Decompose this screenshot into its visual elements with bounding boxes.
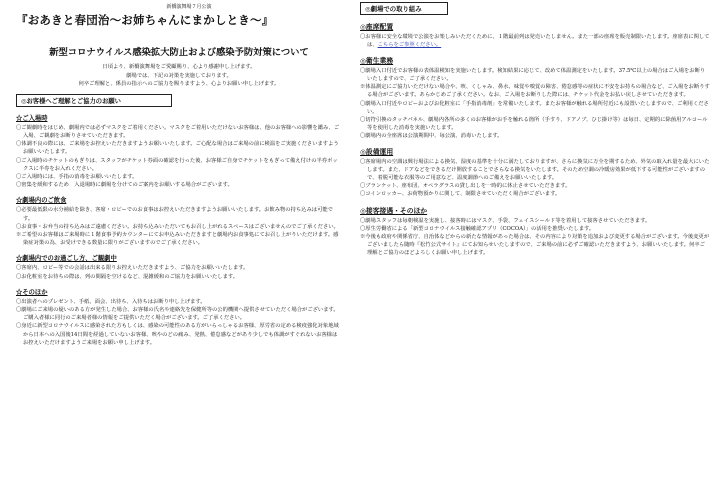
list-item: ※今後も政府や関係省庁、自治体などからの新たな情報があった場合は、その内容により対策を追加および変更する場合がございます。今後変更がございましたら随時『松竹公式サイト』にてお知らせいたしますので、ご来場の前に必ずご確認いただきますよう、お願いいたします。何卒ご理解とご協力のほどよろしくお願い申し上げます。 (360, 233, 710, 256)
list-item: 〇厚生労働省による「新型コロナウイルス接触確認アプリ（COCOA）」の活用を推奨いたします。 (360, 225, 595, 232)
list-item: 〇劇場にご来場の疑いのある方が発生した場合、お客様の氏名や連絡先を保健所等の公的機関へ提供させていただく場合がございます。ご購入者様に同行のご来場者様の情報をご提供いただく場合がございます。ご了承ください。 (16, 307, 339, 322)
section-heading-other: ☆そのほか (16, 288, 48, 296)
list-item: 〇劇場スタッフは毎朝検温を実施し、接客時にはマスク、手袋、フェイスシールド等を着用して接客させていただきます。 (360, 217, 651, 224)
dining-note: ※ご希望のお客様はご来場時に１階食事予約カウンターにてお申込みいただきますと劇場内お食事処にてお召し上がりいただけます。感染症対策の為、お受けできる数量に限りがございますのでご了承ください。 (16, 232, 339, 247)
list-item: 〇身近に新型コロナウイルスに感染された方もしくは、感染の可能性のある方がいらっしゃるお客様、厚労省の定める検疫強化対象地域から日本への入国後14日間を経過していないお客様、咳やのどの痛み、発熱、倦怠感などがあり少しでも体調がすぐれないお客様はお控えいただけますようご来場をお願い申し上げます。 (16, 323, 339, 346)
section-heading-hygiene: ◎衛生業務 (360, 57, 394, 66)
greeting-line: 何卒ご理解と、係員の指示へのご協力を賜りますよう、心よりお願い申し上げます。 (78, 81, 280, 88)
list-item: 〇客席場内の空調は興行場法による換気、湿度の基準を十分に満たしておりますが、さらに換気に万全を期するため、外気の取入れ量を最大にいたします。また、ドアなどをできるだけ開放することでさらなる換気をいたします。そのため空調の冷暖房効果が低下する可能性がございますので、着脱可能な衣服等のご用意など、温度調節へのご備えをお願いいたします。 (360, 159, 710, 182)
section-heading-seating: ◎座席配置 (360, 23, 394, 31)
list-item: 〇ブランケット、座布団、オペラグラスの貸し出しを一時的に休止させていただきます。 (360, 183, 571, 190)
left-column (0, 0, 352, 480)
list-item: 〇ご観劇時をはじめ、劇場内では必ずマスクをご着用ください。マスクをご着用いただけないお客様は、他のお客様への影響を鑑み、ご入場、ご観劇をお断りさせていただきます。 (16, 124, 340, 139)
list-item: 〇密集を緩和するため 入退場時に劇場を分けてのご案内をお願いする場合がございます。 (16, 182, 233, 189)
list-item: 〇ご入場時には、手指の消毒をお願いいたします。 (16, 174, 138, 180)
list-item: 〇劇場入口付近でお客様の表体温検知を実施いたします。検知結果に応じて、改めて体温測定をいたします。37.5℃以上の場合はご入場をお断りいたしますので、ご了承ください。 (360, 68, 706, 83)
section-heading-entry: ☆ご入場時 (16, 114, 48, 122)
list-item: 〇切符引換のタッチパネル、劇場内各所の多くのお客様がお手を触れる箇所（手すり、ドアノブ、ひじ掛け等）は毎日、定期的に除菌用アルコール等を使用した消毒を実施いたします。 (360, 116, 708, 131)
list-item: 〇体調不良の際には、ご来場をお控えいただきますようお願いいたします。ご心配な場合はご来場の前に検温をご実施くださいますようお願いいたします。 (16, 141, 339, 156)
section-heading-service: ◎接客接遇・そのほか (360, 206, 428, 215)
seating-text: 〇お客様に安全な環境で公演をお楽しみいただくために、１階最前列は発売いたしません。また一部の座席を販売制限いたします。座席表に関しては、 (360, 34, 710, 49)
seating-chart-link[interactable]: こちらをご参照ください。 (377, 42, 442, 49)
greeting-line: 日頃より、新橋演舞場をご愛顧賜り、心より感謝申し上げます。 (102, 64, 256, 70)
page-subtitle: 新型コロナウイルス感染拡大防止および感染予防対策について (49, 47, 309, 58)
section-heading-dining: ☆劇場内のご飲食 (16, 197, 67, 205)
greeting-line: 劇場では、下記の対策を実施しております。 (126, 72, 232, 79)
list-item: 〇劇場入口付近やロビーおよびお化粧室に「手指消毒剤」を常備いたします。またお客様が触れる場所付近にも設置いたしますので、ご利用ください。 (360, 100, 709, 115)
list-item: 〇お食事・お弁当の持ち込みはご遠慮ください。お持ち込みいただいてもお召し上がれるスペースはございませんのでご了承ください。 (16, 223, 339, 230)
right-column (352, 0, 720, 480)
theater-measures-banner: ◎劇場での取り組み (360, 2, 448, 15)
list-item (360, 33, 710, 49)
list-item: 〇ご入場時のチケットのもぎりは、スタッフがチケット券面の確認を行った後、お客様ご自身でチケットをもぎって備え付けの半券ボックスに半券をお入れください。 (16, 157, 338, 172)
list-item: 〇必要最低限の水分補給を除き、客席・ロビーでのお食事はお控えいただきますようお願いいたします。お飲み物の持ち込みは可能です。 (16, 207, 333, 222)
list-item: ※体温測定にご協力いただけない場合や、咳、くしゃみ、鼻水、味覚や嗅覚の障害、倦怠感等の症状に不安をお持ちの場合など、ご入場をお断りする場合がございます。あらかじめご了承ください。なお、ご入場をお断りした際には、チケット代金をお払い戻しさせていただきます。 (360, 84, 710, 99)
list-item: 〇コインロッカー、お荷物預かりに関して、制限させていただく場合がございます。 (360, 191, 561, 198)
guest-request-banner: ◎お客様へご理解とご協力のお願い (16, 94, 172, 107)
section-heading-facilities: ◎設備運用 (360, 148, 394, 157)
list-item: 〇出演者へのプレゼント、手紙、面会、出待ち、入待ちはお断り申し上げます。 (16, 298, 206, 305)
section-heading-in-theater: ☆劇場内でのお過ごし方、ご観劇中 (16, 255, 117, 263)
performance-kicker: 新橋演舞場７月公演 (166, 4, 212, 10)
greeting (16, 63, 342, 89)
page-title: 『おあきと春団治〜お姉ちゃんにまかしとき〜』 (16, 13, 274, 27)
list-item: 〇客席内、ロビー等での会話は出来る限りお控えいただきますよう、ご協力をお願いいたします。 (16, 265, 249, 272)
list-item: 〇お化粧室をお待ちの際は、列の間隔を空けるなど、混雑緩和のご協力をお願いいたします。 (16, 273, 239, 280)
list-item: 〇劇場内の全座席は公演期間中、毎公演、消毒いたします。 (360, 132, 503, 139)
